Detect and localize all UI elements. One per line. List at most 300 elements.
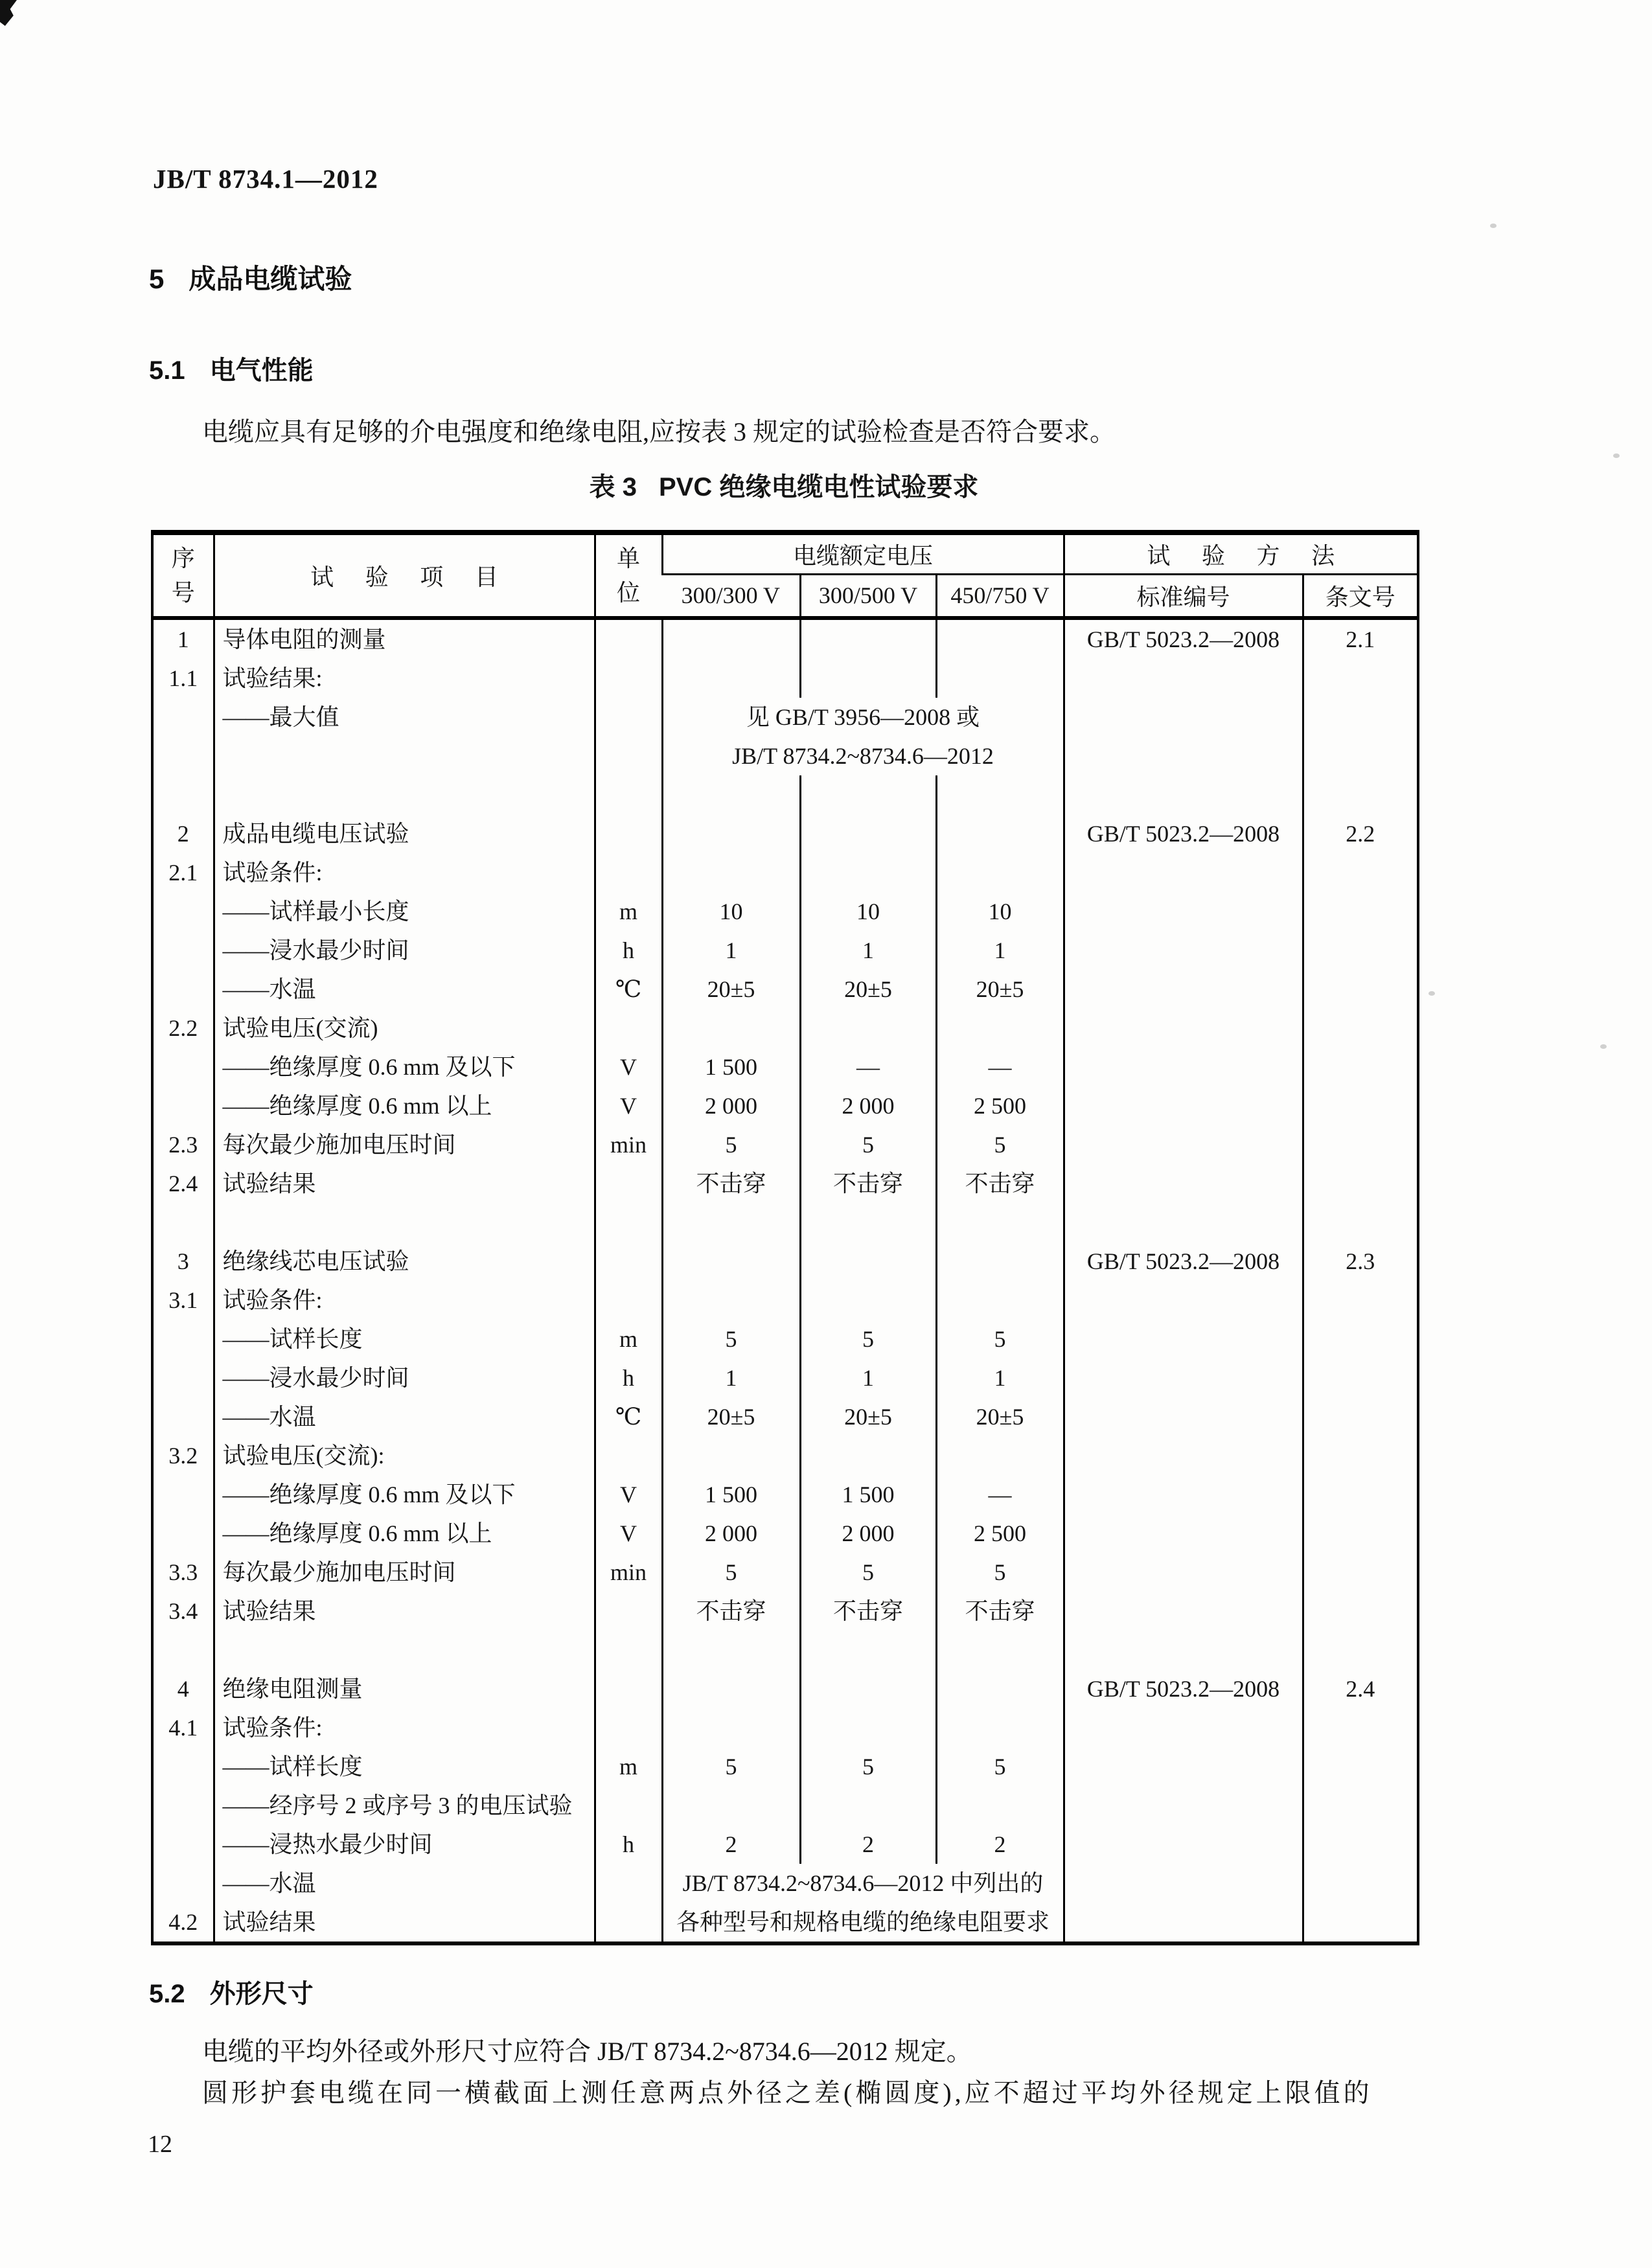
row-no: 2.2 bbox=[168, 1015, 198, 1041]
row-standard bbox=[1064, 775, 1303, 814]
row-standard bbox=[1064, 970, 1303, 1009]
row-no: 2.3 bbox=[168, 1132, 198, 1158]
row-standard bbox=[1064, 1048, 1303, 1086]
row-value-300-300 bbox=[662, 1281, 800, 1320]
row-item: 每次最少施加电压时间 bbox=[214, 1125, 595, 1164]
row-clause bbox=[1303, 1009, 1418, 1048]
table-row bbox=[152, 1203, 1418, 1242]
row-standard bbox=[1064, 1320, 1303, 1358]
table-row bbox=[152, 1786, 1418, 1825]
row-item: ——经序号 2 或序号 3 的电压试验 bbox=[214, 1786, 595, 1825]
row-standard: GB/T 5023.2—2008 bbox=[1064, 618, 1303, 659]
row-value-300-500 bbox=[800, 1203, 936, 1242]
row-unit: V bbox=[595, 1048, 662, 1086]
row-value-300-500 bbox=[800, 1669, 936, 1708]
row-unit bbox=[595, 1903, 662, 1943]
row-clause bbox=[1303, 1864, 1418, 1903]
row-no: 3.4 bbox=[168, 1598, 198, 1624]
row-standard bbox=[1064, 1164, 1303, 1203]
row-no: 1.1 bbox=[168, 665, 198, 691]
row-item: 导体电阻的测量 bbox=[214, 618, 595, 659]
row-item bbox=[214, 1631, 595, 1669]
paragraph-5-1: 电缆应具有足够的介电强度和绝缘电阻,应按表 3 规定的试验检查是否符合要求。 bbox=[202, 417, 1116, 446]
table-row bbox=[152, 1086, 1418, 1125]
row-value-450-750: 2 500 bbox=[936, 1086, 1064, 1125]
row-item: ——浸水最少时间 bbox=[214, 931, 595, 970]
row-unit bbox=[595, 1164, 662, 1203]
row-value-450-750 bbox=[936, 814, 1064, 853]
row-unit bbox=[595, 1631, 662, 1669]
row-item: ——绝缘厚度 0.6 mm 以上 bbox=[214, 1514, 595, 1553]
row-value-300-300: 不击穿 bbox=[662, 1164, 800, 1203]
row-no bbox=[152, 1864, 214, 1903]
row-standard bbox=[1064, 698, 1303, 737]
row-unit bbox=[595, 814, 662, 853]
row-clause bbox=[1303, 737, 1418, 775]
row-standard bbox=[1064, 1009, 1303, 1048]
table-row bbox=[152, 1242, 1418, 1281]
row-unit bbox=[595, 775, 662, 814]
row-value-300-500: 10 bbox=[800, 892, 936, 931]
row-no bbox=[152, 1358, 214, 1397]
row-standard bbox=[1064, 1475, 1303, 1514]
row-value-300-300 bbox=[662, 814, 800, 853]
paragraph-5-2-b: 圆形护套电缆在同一横截面上测任意两点外径之差(椭圆度),应不超过平均外径规定上限值的 bbox=[202, 2078, 1373, 2107]
row-standard bbox=[1064, 1358, 1303, 1397]
row-clause bbox=[1303, 1786, 1418, 1825]
row-value-300-500: 5 bbox=[800, 1320, 936, 1358]
row-standard bbox=[1064, 1436, 1303, 1475]
table-row bbox=[152, 1864, 1418, 1903]
row-value-300-500 bbox=[800, 1436, 936, 1475]
row-no: 3.3 bbox=[168, 1559, 198, 1585]
row-value-450-750 bbox=[936, 775, 1064, 814]
row-value-450-750: 20±5 bbox=[936, 970, 1064, 1009]
table-row bbox=[152, 1708, 1418, 1747]
row-standard bbox=[1064, 1903, 1303, 1943]
row-value-450-750: — bbox=[936, 1475, 1064, 1514]
section-title: 外形尺寸 bbox=[209, 1980, 314, 2008]
row-merged-value: 各种型号和规格电缆的绝缘电阻要求 bbox=[662, 1903, 1064, 1943]
row-no: 3.2 bbox=[168, 1443, 198, 1469]
row-unit bbox=[595, 1864, 662, 1903]
row-value-450-750 bbox=[936, 1708, 1064, 1747]
row-value-300-500: 5 bbox=[800, 1125, 936, 1164]
row-value-300-300 bbox=[662, 1631, 800, 1669]
row-standard bbox=[1064, 1631, 1303, 1669]
row-value-450-750: 2 bbox=[936, 1825, 1064, 1864]
doc-number: JB/T 8734.1—2012 bbox=[153, 164, 378, 194]
row-standard bbox=[1064, 1553, 1303, 1592]
row-unit: min bbox=[595, 1553, 662, 1592]
row-item: ——试样最小长度 bbox=[214, 892, 595, 931]
table-header-group-row bbox=[152, 533, 1418, 574]
row-item: ——绝缘厚度 0.6 mm 及以下 bbox=[214, 1475, 595, 1514]
row-merged-value: JB/T 8734.2~8734.6—2012 中列出的 bbox=[662, 1864, 1064, 1903]
table-row bbox=[152, 1514, 1418, 1553]
row-unit: h bbox=[595, 1825, 662, 1864]
row-unit bbox=[595, 1436, 662, 1475]
row-value-300-500 bbox=[800, 775, 936, 814]
row-value-300-500: — bbox=[800, 1048, 936, 1086]
row-value-300-300 bbox=[662, 1708, 800, 1747]
row-value-450-750 bbox=[936, 1669, 1064, 1708]
row-value-450-750 bbox=[936, 1631, 1064, 1669]
row-value-450-750: 5 bbox=[936, 1320, 1064, 1358]
row-value-300-300: 5 bbox=[662, 1320, 800, 1358]
row-value-300-300: 2 000 bbox=[662, 1514, 800, 1553]
row-unit bbox=[595, 1009, 662, 1048]
row-unit: h bbox=[595, 931, 662, 970]
row-standard bbox=[1064, 1203, 1303, 1242]
row-unit bbox=[595, 659, 662, 698]
section-title: 成品电缆试验 bbox=[189, 264, 352, 294]
row-value-450-750: 不击穿 bbox=[936, 1164, 1064, 1203]
row-value-300-500 bbox=[800, 618, 936, 659]
row-value-300-300: 20±5 bbox=[662, 970, 800, 1009]
row-item bbox=[214, 1203, 595, 1242]
row-value-300-300 bbox=[662, 1436, 800, 1475]
row-clause bbox=[1303, 1125, 1418, 1164]
row-value-300-500: 2 000 bbox=[800, 1086, 936, 1125]
row-no bbox=[152, 737, 214, 775]
row-clause bbox=[1303, 1086, 1418, 1125]
table-row bbox=[152, 1669, 1418, 1708]
row-unit: ℃ bbox=[595, 1397, 662, 1436]
row-no bbox=[152, 1320, 214, 1358]
row-clause: 2.4 bbox=[1303, 1669, 1418, 1708]
row-value-300-300: 20±5 bbox=[662, 1397, 800, 1436]
row-value-300-500 bbox=[800, 1708, 936, 1747]
table-row bbox=[152, 659, 1418, 698]
row-value-300-500: 20±5 bbox=[800, 970, 936, 1009]
row-no bbox=[152, 1514, 214, 1553]
row-item: 试验结果 bbox=[214, 1592, 595, 1631]
table-row bbox=[152, 1553, 1418, 1592]
row-unit bbox=[595, 1281, 662, 1320]
table-row bbox=[152, 1164, 1418, 1203]
row-clause bbox=[1303, 1592, 1418, 1631]
row-standard bbox=[1064, 1397, 1303, 1436]
row-unit bbox=[595, 1669, 662, 1708]
table-body bbox=[152, 618, 1418, 1943]
row-value-300-500: 不击穿 bbox=[800, 1164, 936, 1203]
table-row bbox=[152, 1475, 1418, 1514]
row-value-450-750 bbox=[936, 1242, 1064, 1281]
row-value-300-300: 2 bbox=[662, 1825, 800, 1864]
table-row bbox=[152, 931, 1418, 970]
row-unit bbox=[595, 1786, 662, 1825]
row-unit: ℃ bbox=[595, 970, 662, 1009]
row-value-450-750: 1 bbox=[936, 1358, 1064, 1397]
row-item: ——水温 bbox=[214, 970, 595, 1009]
scan-speck bbox=[1490, 223, 1497, 228]
section-number: 5 bbox=[149, 264, 165, 294]
table-row bbox=[152, 970, 1418, 1009]
row-standard bbox=[1064, 659, 1303, 698]
row-unit: m bbox=[595, 892, 662, 931]
row-item: 试验结果 bbox=[214, 1903, 595, 1943]
row-no bbox=[152, 970, 214, 1009]
page-number: 12 bbox=[148, 2131, 172, 2158]
row-unit: h bbox=[595, 1358, 662, 1397]
row-item bbox=[214, 737, 595, 775]
row-clause bbox=[1303, 892, 1418, 931]
header-col-no bbox=[152, 533, 214, 618]
row-standard bbox=[1064, 931, 1303, 970]
row-clause bbox=[1303, 1631, 1418, 1669]
row-item: ——试样长度 bbox=[214, 1747, 595, 1786]
paragraph-5-2-a: 电缆的平均外径或外形尺寸应符合 JB/T 8734.2~8734.6—2012 规定。 bbox=[202, 2037, 972, 2066]
scan-speck bbox=[1600, 1044, 1607, 1049]
row-item: ——绝缘厚度 0.6 mm 及以下 bbox=[214, 1048, 595, 1086]
row-value-450-750 bbox=[936, 1203, 1064, 1242]
row-standard bbox=[1064, 1747, 1303, 1786]
row-clause bbox=[1303, 853, 1418, 892]
row-unit bbox=[595, 853, 662, 892]
row-value-300-300: 5 bbox=[662, 1553, 800, 1592]
table-row bbox=[152, 1009, 1418, 1048]
row-clause bbox=[1303, 1553, 1418, 1592]
row-value-300-300 bbox=[662, 1669, 800, 1708]
row-clause: 2.1 bbox=[1303, 618, 1418, 659]
row-value-450-750 bbox=[936, 853, 1064, 892]
row-no bbox=[152, 1048, 214, 1086]
row-standard bbox=[1064, 1592, 1303, 1631]
header-col-no-top: 序 bbox=[171, 545, 195, 572]
row-standard: GB/T 5023.2—2008 bbox=[1064, 1242, 1303, 1281]
row-value-300-300: 1 500 bbox=[662, 1048, 800, 1086]
row-item: 每次最少施加电压时间 bbox=[214, 1553, 595, 1592]
section-5-heading bbox=[149, 258, 352, 297]
table-caption bbox=[151, 466, 1417, 503]
row-no: 2 bbox=[177, 821, 189, 847]
section-title: 电气性能 bbox=[209, 356, 314, 385]
row-value-300-500: 5 bbox=[800, 1747, 936, 1786]
header-group-test-method: 试 验 方 法 bbox=[1064, 533, 1418, 574]
row-unit: V bbox=[595, 1514, 662, 1553]
table-row bbox=[152, 892, 1418, 931]
header-col-clause: 条文号 bbox=[1303, 574, 1418, 618]
table-row bbox=[152, 1320, 1418, 1358]
scan-speck bbox=[1613, 453, 1620, 458]
row-no: 3.1 bbox=[168, 1287, 198, 1313]
row-value-300-300 bbox=[662, 1009, 800, 1048]
table-row bbox=[152, 814, 1418, 853]
row-no bbox=[152, 1747, 214, 1786]
row-unit bbox=[595, 1242, 662, 1281]
table-row bbox=[152, 1125, 1418, 1164]
row-clause bbox=[1303, 1320, 1418, 1358]
row-item: 试验条件: bbox=[214, 1281, 595, 1320]
row-value-450-750: 2 500 bbox=[936, 1514, 1064, 1553]
row-clause bbox=[1303, 1514, 1418, 1553]
table-caption-label: 表 3 bbox=[589, 473, 637, 501]
section-number: 5.2 bbox=[149, 1980, 185, 2008]
row-item: 试验电压(交流): bbox=[214, 1436, 595, 1475]
row-clause bbox=[1303, 1164, 1418, 1203]
row-clause bbox=[1303, 1048, 1418, 1086]
row-unit bbox=[595, 1592, 662, 1631]
header-col-unit-top: 单 bbox=[616, 545, 640, 572]
row-unit bbox=[595, 618, 662, 659]
row-unit: V bbox=[595, 1475, 662, 1514]
row-item bbox=[214, 775, 595, 814]
row-value-300-300 bbox=[662, 1242, 800, 1281]
row-unit: min bbox=[595, 1125, 662, 1164]
row-clause bbox=[1303, 970, 1418, 1009]
section-5-2-heading bbox=[149, 1973, 314, 2010]
header-col-300-500: 300/500 V bbox=[800, 574, 936, 618]
table-row bbox=[152, 1048, 1418, 1086]
row-clause bbox=[1303, 1903, 1418, 1943]
row-unit bbox=[595, 1203, 662, 1242]
row-standard bbox=[1064, 737, 1303, 775]
row-standard bbox=[1064, 1786, 1303, 1825]
row-value-450-750: 10 bbox=[936, 892, 1064, 931]
header-group-rated-voltage: 电缆额定电压 bbox=[662, 533, 1064, 574]
row-clause bbox=[1303, 1358, 1418, 1397]
row-no bbox=[152, 1203, 214, 1242]
row-unit bbox=[595, 1708, 662, 1747]
row-value-450-750 bbox=[936, 1436, 1064, 1475]
row-item: 成品电缆电压试验 bbox=[214, 814, 595, 853]
table-row bbox=[152, 1903, 1418, 1943]
row-value-300-500: 不击穿 bbox=[800, 1592, 936, 1631]
header-col-300-300: 300/300 V bbox=[662, 574, 800, 618]
row-standard bbox=[1064, 1281, 1303, 1320]
row-clause bbox=[1303, 1747, 1418, 1786]
row-no: 4.1 bbox=[168, 1715, 198, 1741]
row-clause bbox=[1303, 1825, 1418, 1864]
scan-speck bbox=[1428, 991, 1435, 996]
row-standard: GB/T 5023.2—2008 bbox=[1064, 1669, 1303, 1708]
row-no bbox=[152, 892, 214, 931]
row-value-450-750: 不击穿 bbox=[936, 1592, 1064, 1631]
row-clause bbox=[1303, 1281, 1418, 1320]
row-clause bbox=[1303, 659, 1418, 698]
row-no bbox=[152, 1825, 214, 1864]
row-standard bbox=[1064, 1514, 1303, 1553]
row-value-300-500: 5 bbox=[800, 1553, 936, 1592]
header-col-item: 试 验 项 目 bbox=[214, 533, 595, 618]
row-item: 绝缘线芯电压试验 bbox=[214, 1242, 595, 1281]
row-unit: m bbox=[595, 1320, 662, 1358]
row-value-450-750: 5 bbox=[936, 1553, 1064, 1592]
row-merged-value: JB/T 8734.2~8734.6—2012 bbox=[662, 737, 1064, 775]
table-row bbox=[152, 698, 1418, 737]
table-row bbox=[152, 1436, 1418, 1475]
table-row bbox=[152, 1747, 1418, 1786]
table-row bbox=[152, 737, 1418, 775]
section-5-1-heading bbox=[149, 350, 314, 387]
row-unit: V bbox=[595, 1086, 662, 1125]
table-row bbox=[152, 853, 1418, 892]
row-clause bbox=[1303, 1397, 1418, 1436]
row-item: 绝缘电阻测量 bbox=[214, 1669, 595, 1708]
row-no bbox=[152, 1397, 214, 1436]
row-standard bbox=[1064, 1708, 1303, 1747]
row-item: ——浸热水最少时间 bbox=[214, 1825, 595, 1864]
row-item: 试验条件: bbox=[214, 853, 595, 892]
row-no bbox=[152, 1086, 214, 1125]
row-merged-value: 见 GB/T 3956—2008 或 bbox=[662, 698, 1064, 737]
header-col-standard: 标准编号 bbox=[1064, 574, 1303, 618]
row-value-450-750 bbox=[936, 1009, 1064, 1048]
row-clause bbox=[1303, 1436, 1418, 1475]
row-clause bbox=[1303, 775, 1418, 814]
row-value-450-750: 5 bbox=[936, 1747, 1064, 1786]
row-value-450-750 bbox=[936, 659, 1064, 698]
table-row bbox=[152, 1358, 1418, 1397]
table-row bbox=[152, 775, 1418, 814]
scan-blotch bbox=[0, 0, 17, 26]
table-row bbox=[152, 1592, 1418, 1631]
row-value-300-500 bbox=[800, 1009, 936, 1048]
row-unit: m bbox=[595, 1747, 662, 1786]
row-standard bbox=[1064, 853, 1303, 892]
row-value-300-300 bbox=[662, 618, 800, 659]
row-no bbox=[152, 1786, 214, 1825]
row-clause bbox=[1303, 1708, 1418, 1747]
row-no: 4.2 bbox=[168, 1909, 198, 1935]
row-value-450-750: 20±5 bbox=[936, 1397, 1064, 1436]
row-no bbox=[152, 1475, 214, 1514]
row-item: ——最大值 bbox=[214, 698, 595, 737]
row-value-300-300: 1 bbox=[662, 1358, 800, 1397]
row-value-300-500: 1 500 bbox=[800, 1475, 936, 1514]
row-item: 试验结果 bbox=[214, 1164, 595, 1203]
row-item: ——试样长度 bbox=[214, 1320, 595, 1358]
row-value-300-500 bbox=[800, 853, 936, 892]
row-value-300-300: 5 bbox=[662, 1747, 800, 1786]
row-value-300-300 bbox=[662, 1786, 800, 1825]
row-item: 试验电压(交流) bbox=[214, 1009, 595, 1048]
row-value-300-500: 1 bbox=[800, 931, 936, 970]
row-item: ——水温 bbox=[214, 1397, 595, 1436]
row-no: 3 bbox=[177, 1248, 189, 1274]
row-value-300-300 bbox=[662, 853, 800, 892]
row-item: ——绝缘厚度 0.6 mm 以上 bbox=[214, 1086, 595, 1125]
row-clause bbox=[1303, 1475, 1418, 1514]
row-clause bbox=[1303, 1203, 1418, 1242]
row-item: ——浸水最少时间 bbox=[214, 1358, 595, 1397]
row-value-300-500: 2 bbox=[800, 1825, 936, 1864]
row-item: 试验结果: bbox=[214, 659, 595, 698]
row-no bbox=[152, 931, 214, 970]
row-standard bbox=[1064, 1825, 1303, 1864]
row-value-300-300: 不击穿 bbox=[662, 1592, 800, 1631]
row-standard bbox=[1064, 1086, 1303, 1125]
row-no: 2.4 bbox=[168, 1171, 198, 1197]
row-clause: 2.3 bbox=[1303, 1242, 1418, 1281]
row-value-450-750 bbox=[936, 1786, 1064, 1825]
row-value-300-500 bbox=[800, 1242, 936, 1281]
row-no bbox=[152, 1631, 214, 1669]
row-value-300-500 bbox=[800, 814, 936, 853]
row-value-300-500 bbox=[800, 1786, 936, 1825]
row-value-300-500 bbox=[800, 659, 936, 698]
row-standard: GB/T 5023.2—2008 bbox=[1064, 814, 1303, 853]
table-row bbox=[152, 1281, 1418, 1320]
row-value-450-750 bbox=[936, 1281, 1064, 1320]
row-standard bbox=[1064, 1125, 1303, 1164]
table-caption-title: PVC 绝缘电缆电性试验要求 bbox=[659, 473, 979, 501]
row-clause: 2.2 bbox=[1303, 814, 1418, 853]
row-value-300-500 bbox=[800, 1281, 936, 1320]
row-value-300-500 bbox=[800, 1631, 936, 1669]
row-unit bbox=[595, 737, 662, 775]
